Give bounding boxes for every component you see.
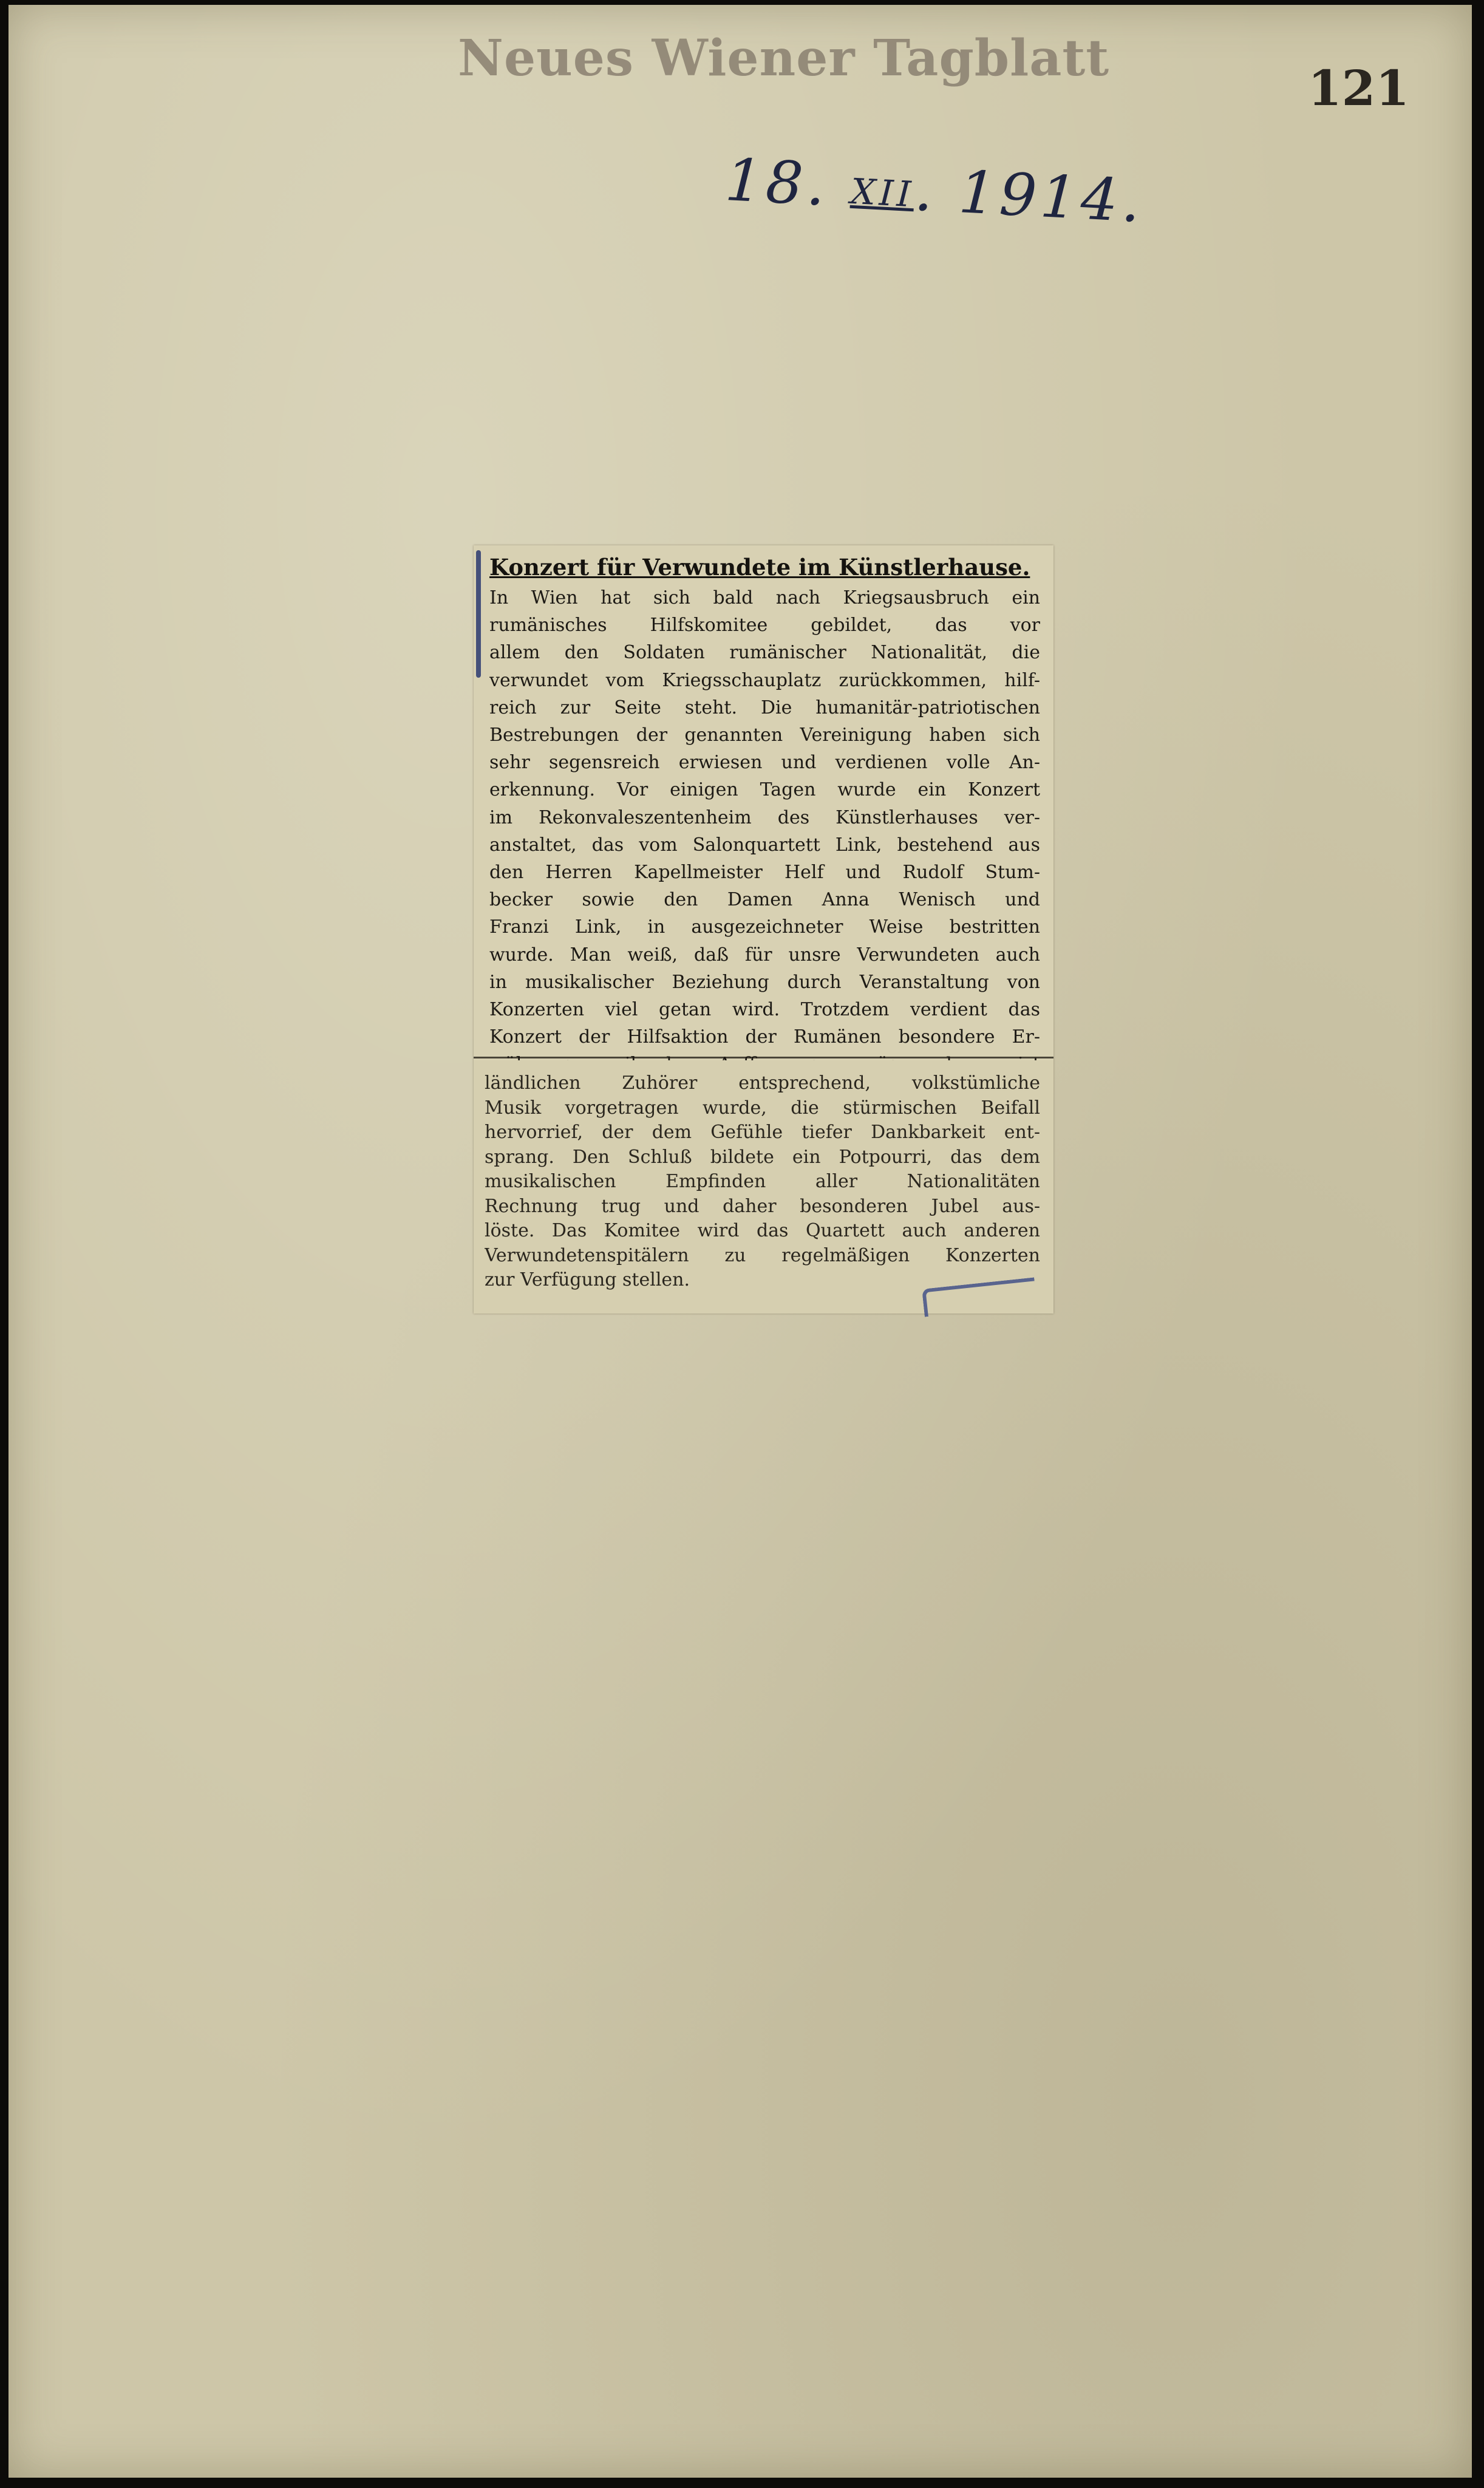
article-line: wurde. Man weiß, daß für unsre Verwundeten auch [489, 944, 1040, 966]
article-line: musikalischen Empfinden aller Nationalitäten [485, 1171, 1040, 1192]
article-line: allem den Soldaten rumänischer Nationalität, die [489, 642, 1040, 664]
article-line: reich zur Seite steht. Die humanitär-patriotischen [489, 697, 1040, 718]
article-headline: Konzert für Verwundete im Künstlerhause. [489, 554, 1030, 581]
article-line: hervorrief, der dem Gefühle tiefer Dankbarkeit ent- [485, 1122, 1040, 1143]
article-line: Rechnung trug und daher besonderen Jubel aus- [485, 1195, 1040, 1217]
clipping-part-two [474, 1060, 1053, 1314]
article-line: Bestrebungen der genannten Vereinigung haben sich [489, 724, 1040, 746]
article-line: becker sowie den Damen Anna Wenisch und [489, 889, 1040, 911]
article-line: den Herren Kapellmeister Helf und Rudolf Stum- [489, 862, 1040, 884]
article-line: In Wien hat sich bald nach Kriegsausbruch ein [489, 587, 1040, 608]
date-day: 18. [723, 146, 831, 219]
article-line: verwundet vom Kriegsschauplatz zurückkommen, hilf- [489, 669, 1040, 691]
article-line: rumänisches Hilfskomitee gebildet, das vor [489, 615, 1040, 636]
article-line: sehr segensreich erwiesen und verdienen volle An- [489, 752, 1040, 774]
article-line: ländlichen Zuhörer entsprechend, volkstümliche [485, 1072, 1040, 1094]
article-line: in musikalischer Beziehung durch Veranstaltung von [489, 971, 1040, 993]
article-line: löste. Das Komitee wird das Quartett auch anderen [485, 1220, 1040, 1241]
article-line: Franzi Link, in ausgezeichneter Weise bestritten [489, 916, 1040, 938]
article-line: anstaltet, das vom Salonquartett Link, bestehend aus [489, 834, 1040, 856]
article-line: erkennung. Vor einigen Tagen wurde ein Konzert [489, 779, 1040, 801]
archive-sheet [9, 5, 1472, 2478]
article-line: Konzerten viel getan wird. Trotzdem verdient das [489, 999, 1040, 1021]
date-year: . 1914. [913, 155, 1146, 236]
date-month: XII [849, 170, 916, 216]
clipping-part-one [474, 545, 1053, 1058]
article-line: sprang. Den Schluß bildete ein Potpourri, das dem [485, 1146, 1040, 1168]
newspaper-name-stamp: Neues Wiener Tagblatt [458, 29, 1110, 87]
article-line: Konzert der Hilfsaktion der Rumänen besondere Er- [489, 1026, 1040, 1048]
article-line: Verwundetenspitälern zu regelmäßigen Konzerten [485, 1244, 1040, 1266]
article-line: zur Verfügung stellen. [485, 1269, 690, 1290]
article-line: im Rekonvaleszentenheim des Künstlerhauses ver- [489, 806, 1040, 828]
article-line: Musik vorgetragen wurde, die stürmischen Beifall [485, 1097, 1040, 1119]
newspaper-clipping [474, 545, 1053, 1314]
handwritten-date [724, 146, 1146, 236]
page-number: 121 [1308, 60, 1409, 117]
